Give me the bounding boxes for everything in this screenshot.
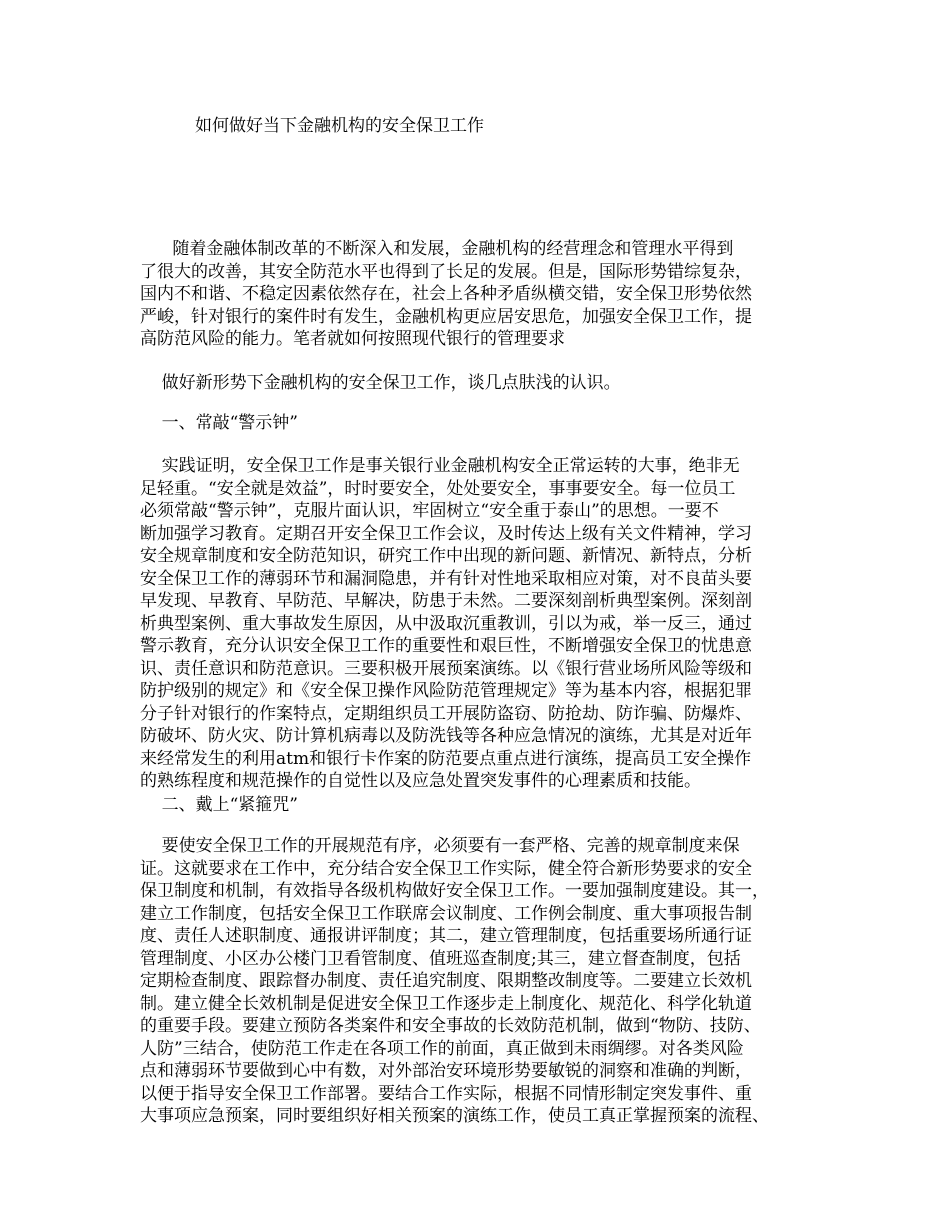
- text-line: 二、戴上“紧箍咒”: [140, 795, 298, 815]
- text-line: 防护级别的规定》和《安全保卫操作风险防范管理规定》等为基本内容，根据犯罪: [140, 681, 752, 701]
- text-line: 来经常发生的利用atm和银行卡作案的防范要点重点进行演练，提高员工安全操作: [140, 748, 752, 769]
- text-line: 度、责任人述职制度、通报讲评制度；其二，建立管理制度，包括重要场所通行证: [140, 926, 752, 946]
- text-line: 制。建立健全长效机制是促进安全保卫工作逐步走上制度化、规范化、科学化轨道: [140, 993, 752, 1014]
- text-line: 人防”三结合，使防范工作走在各项工作的前面，真正做到未雨绸缪。对各类风险: [140, 1038, 744, 1059]
- text-line: 建立工作制度，包括安全保卫工作联席会议制度、工作例会制度、重大事项报告制: [140, 903, 752, 924]
- document-title: 如何做好当下金融机构的安全保卫工作: [195, 116, 484, 136]
- text-line: 管理制度、小区办公楼门卫看管制度、值班巡查制度;其三，建立督查制度，包括: [140, 948, 741, 969]
- text-line: 的重要手段。要建立预防各类案件和安全事故的长效防范机制，做到“物防、技防、: [140, 1016, 761, 1036]
- section-heading-1: [140, 412, 820, 435]
- text-line: 了很大的改善，其安全防范水平也得到了长足的发展。但是，国际形势错综复杂，: [140, 261, 752, 282]
- text-line: 安全规章制度和安全防范知识，研究工作中出现的新问题、新情况、新特点，分析: [140, 546, 752, 566]
- text-line: 大事项应急预案，同时要组织好相关预案的演练工作，使员工真正掌握预案的流程、: [140, 1106, 769, 1126]
- text-line: 实践证明，安全保卫工作是事关银行业金融机构安全正常运转的大事，绝非无: [140, 456, 740, 476]
- text-line: 严峻，针对银行的案件时有发生，金融机构更应居安思危，加强安全保卫工作，提: [140, 306, 752, 327]
- text-line: 识、责任意识和防范意识。三要积极开展预案演练。以《银行营业场所风险等级和: [140, 658, 752, 679]
- text-line: 必须常敲“警示钟”，克服片面认识，牢固树立“安全重于泰山”的思想。一要不: [140, 501, 719, 521]
- paragraph-intro-continued: [140, 372, 820, 395]
- text-line: 定期检查制度、跟踪督办制度、责任追究制度、限期整改制度等。二要建立长效机: [140, 971, 752, 991]
- paragraph-section-2: [140, 835, 820, 1128]
- text-line: 一、常敲“警示钟”: [140, 413, 298, 433]
- text-line: 做好新形势下金融机构的安全保卫工作，谈几点肤浅的认识。: [140, 373, 621, 393]
- text-line: 防破坏、防火灾、防计算机病毒以及防洗钱等各种应急情况的演练，尤其是对近年: [140, 726, 752, 746]
- text-line: 点和薄弱环节要做到心中有数，对外部治安环境形势要敏锐的洞察和准确的判断，: [140, 1061, 752, 1081]
- text-line: 分子针对银行的作案特点，定期组织员工开展防盗窃、防抢劫、防诈骗、防爆炸、: [140, 703, 752, 724]
- text-line: 析典型案例、重大事故发生原因，从中汲取沉重教训，引以为戒，举一反三，通过: [140, 613, 752, 634]
- text-line: 高防范风险的能力。笔者就如何按照现代银行的管理要求: [140, 329, 565, 349]
- text-line: 足轻重。“安全就是效益”，时时要安全，处处要安全，事事要安全。每一位员工: [140, 478, 736, 499]
- text-line: 随着金融体制改革的不断深入和发展，金融机构的经营理念和管理水平得到: [140, 239, 734, 259]
- text-line: 以便于指导安全保卫工作部署。要结合工作实际，根据不同情形制定突发事件、重: [140, 1083, 752, 1104]
- text-line: 国内不和谐、不稳定因素依然存在，社会上各种矛盾纵横交错，安全保卫形势依然: [140, 284, 752, 304]
- text-line: 断加强学习教育。定期召开安全保卫工作会议，及时传达上级有关文件精神，学习: [140, 523, 752, 544]
- text-line: 保卫制度和机制，有效指导各级机构做好安全保卫工作。一要加强制度建设。其一，: [140, 881, 769, 901]
- text-line: 证。这就要求在工作中，充分结合安全保卫工作实际，健全符合新形势要求的安全: [140, 858, 752, 879]
- text-line: 安全保卫工作的薄弱环节和漏洞隐患，并有针对性地采取相应对策，对不良苗头要: [140, 568, 752, 589]
- paragraph-section-1: [140, 455, 820, 793]
- text-line: 要使安全保卫工作的开展规范有序，必须要有一套严格、完善的规章制度来保: [140, 836, 740, 856]
- paragraph-intro: [140, 238, 820, 351]
- section-heading-2: [140, 794, 820, 817]
- text-line: 警示教育，充分认识安全保卫工作的重要性和艰巨性，不断增强安全保卫的忧患意: [140, 636, 752, 656]
- text-line: 早发现、早教育、早防范、早解决，防患于未然。二要深刻剖析典型案例。深刻剖: [140, 591, 752, 611]
- text-line: 的熟练程度和规范操作的自觉性以及应急处置突发事件的心理素质和技能。: [140, 771, 701, 791]
